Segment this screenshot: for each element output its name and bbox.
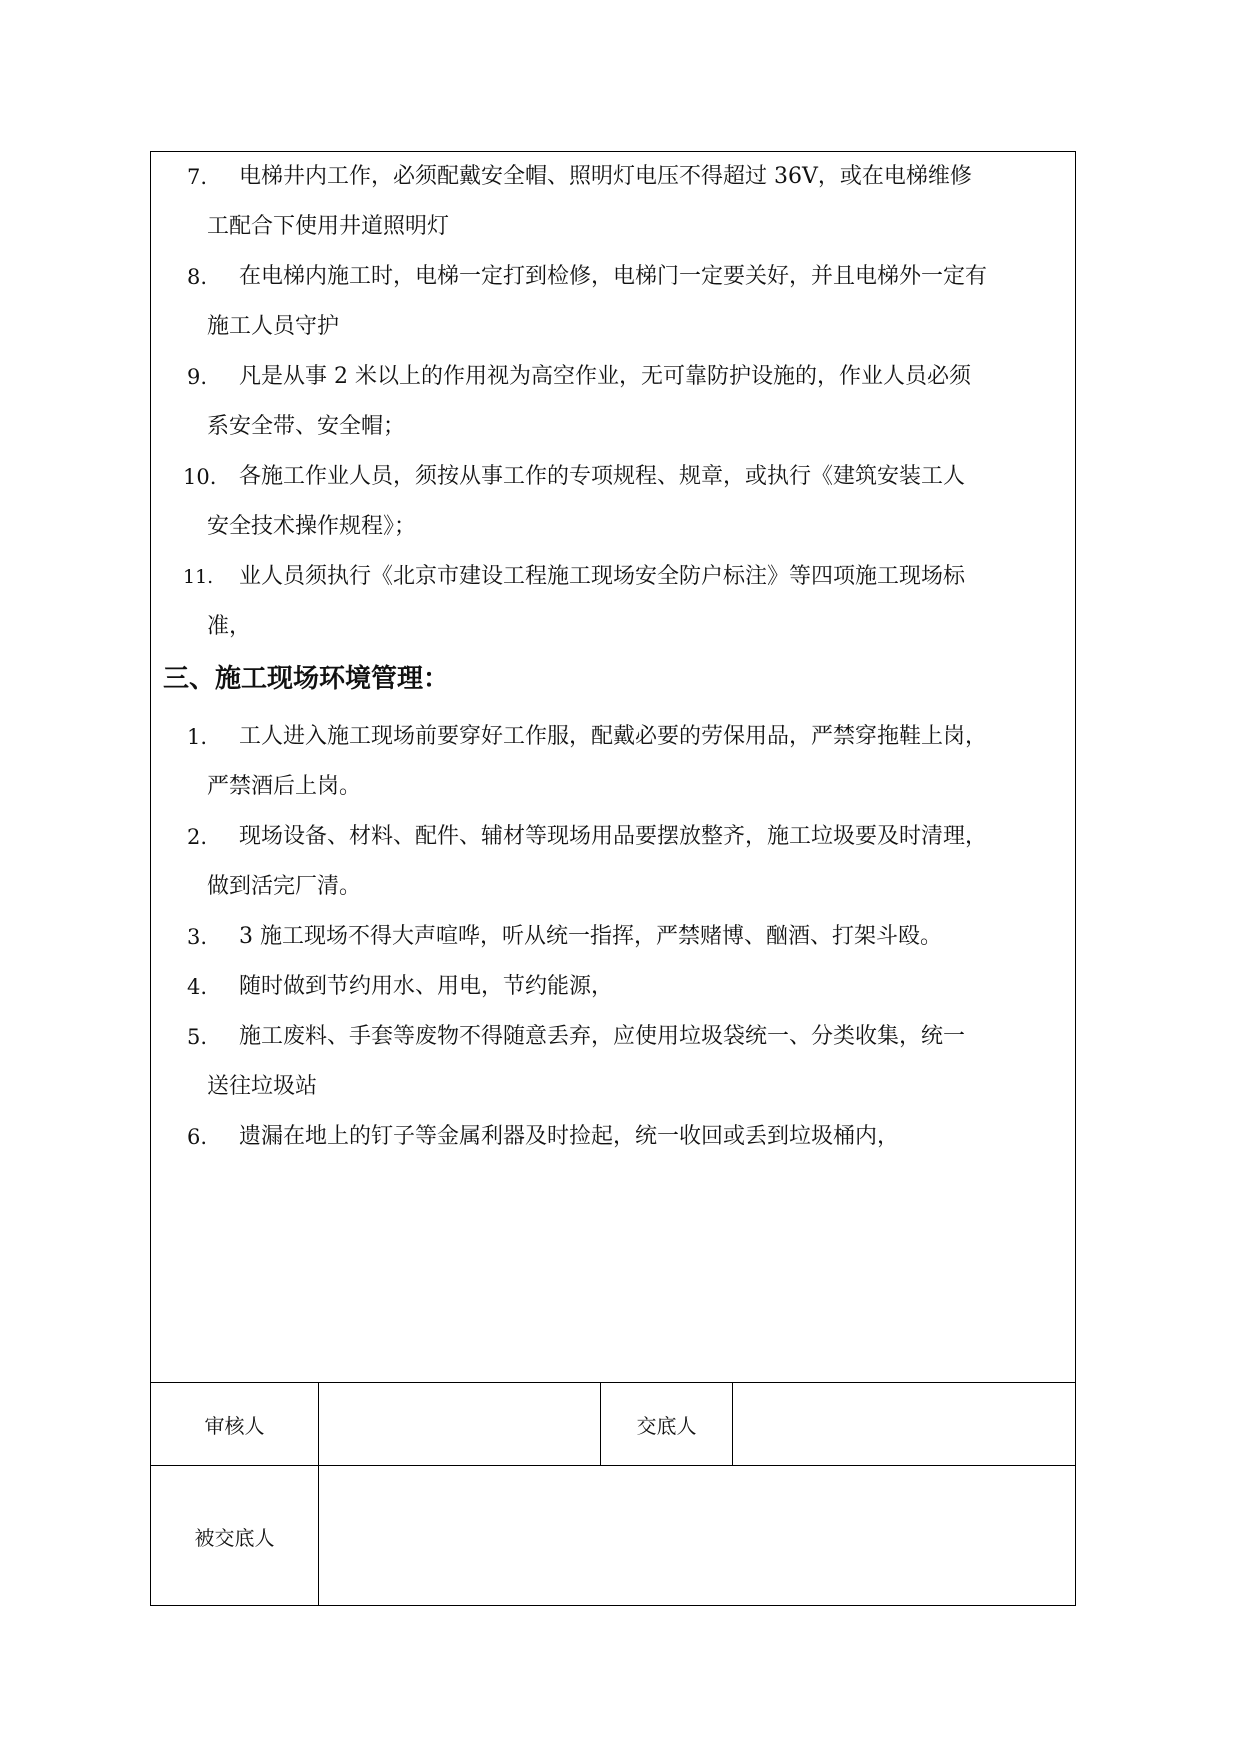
item-text-continued: 送往垃圾站 — [207, 1074, 318, 1099]
item-text-continued: 准， — [207, 614, 252, 639]
item-text-continued: 安全技术操作规程》； — [207, 514, 417, 539]
item-text-continued: 工配合下使用井道照明灯 — [207, 214, 450, 239]
item-text: 业人员须执行《北京市建设工程施工现场安全防户标注》等四项施工现场标 — [239, 564, 966, 589]
item-text: 各施工作业人员，须按从事工作的专项规程、规章，或执行《建筑安装工人 — [239, 464, 966, 489]
item-text: 凡是从事 2 米以上的作用视为高空作业，无可靠防护设施的，作业人员必须 — [239, 364, 971, 389]
recipient-label: 被交底人 — [151, 1466, 319, 1606]
item-number: 5. — [187, 1025, 208, 1049]
recipient-row — [151, 1466, 1075, 1606]
item-number: 8. — [187, 265, 208, 289]
content-cell — [151, 152, 1075, 1383]
discloser-label: 交底人 — [601, 1383, 733, 1465]
item-text-continued: 做到活完厂清。 — [207, 874, 362, 899]
discloser-field[interactable] — [733, 1383, 1075, 1465]
item-text: 工人进入施工现场前要穿好工作服，配戴必要的劳保用品，严禁穿拖鞋上岗， — [239, 724, 988, 749]
item-text: 随时做到节约用水、用电，节约能源， — [239, 974, 614, 999]
signature-row — [151, 1383, 1075, 1466]
reviewer-label: 审核人 — [151, 1383, 319, 1465]
item-number: 4. — [187, 975, 208, 999]
item-number: 7. — [187, 165, 208, 189]
item-text-continued: 严禁酒后上岗。 — [207, 774, 362, 799]
item-number: 11. — [183, 566, 214, 588]
item-number: 10. — [183, 465, 217, 489]
item-text: 3 施工现场不得大声喧哗，听从统一指挥，严禁赌博、酗酒、打架斗殴。 — [239, 924, 942, 949]
item-number: 1. — [187, 725, 208, 749]
section-heading: 三、施工现场环境管理： — [163, 664, 450, 694]
item-text: 施工废料、手套等废物不得随意丢弃，应使用垃圾袋统一、分类收集，统一 — [239, 1024, 966, 1049]
recipient-field[interactable] — [319, 1466, 1075, 1606]
item-number: 3. — [187, 925, 208, 949]
item-number: 9. — [187, 365, 208, 389]
disclosure-table — [150, 151, 1076, 1606]
item-text-continued: 施工人员守护 — [207, 314, 340, 339]
item-number: 6. — [187, 1125, 208, 1149]
item-text-continued: 系安全带、安全帽； — [207, 414, 406, 439]
item-text: 在电梯内施工时，电梯一定打到检修，电梯门一定要关好，并且电梯外一定有 — [239, 264, 988, 289]
item-text: 电梯井内工作，必须配戴安全帽、照明灯电压不得超过 36V，或在电梯维修 — [239, 164, 972, 189]
reviewer-field[interactable] — [319, 1383, 601, 1465]
item-number: 2. — [187, 825, 208, 849]
item-text: 现场设备、材料、配件、辅材等现场用品要摆放整齐，施工垃圾要及时清理， — [239, 824, 988, 849]
item-text: 遗漏在地上的钉子等金属利器及时捡起，统一收回或丢到垃圾桶内， — [239, 1124, 900, 1149]
